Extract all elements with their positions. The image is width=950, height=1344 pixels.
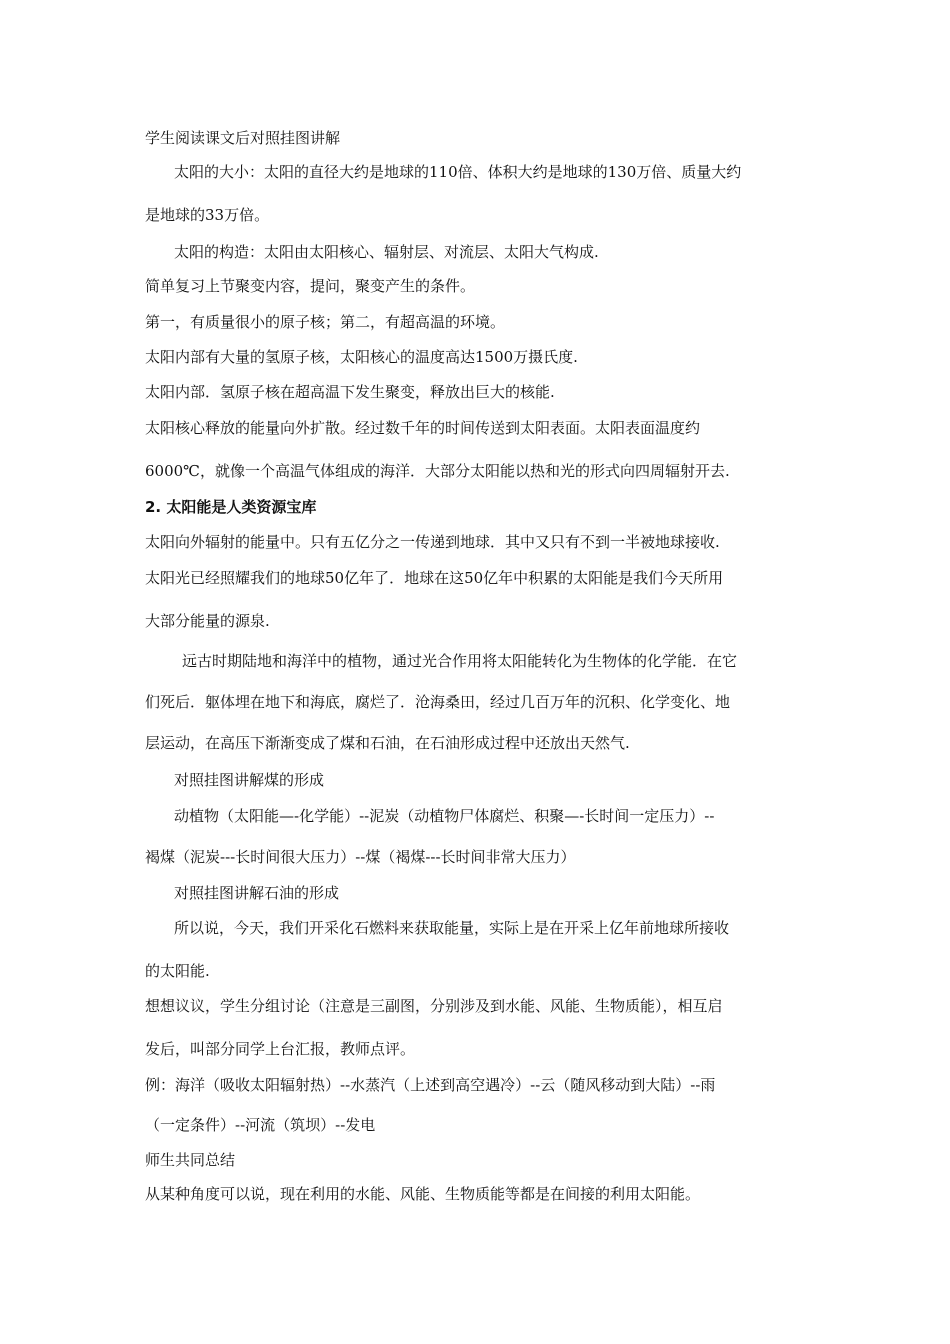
text-line: 师生共同总结 (145, 1151, 236, 1169)
text-line: 对照挂图讲解煤的形成 (174, 771, 325, 789)
text-line: 第一，有质量很小的原子核；第二，有超高温的环境。 (145, 313, 506, 331)
text-line: 所以说，今天，我们开采化石燃料来获取能量，实际上是在开采上亿年前地球所接收 (174, 919, 730, 937)
text-line: 对照挂图讲解石油的形成 (174, 884, 340, 902)
text-line: 太阳光已经照耀我们的地球50亿年了．地球在这50亿年中积累的太阳能是我们今天所用 (145, 569, 724, 587)
text-line: 太阳的构造：太阳由太阳核心、辐射层、对流层、太阳大气构成. (174, 243, 599, 261)
text-line: 从某种角度可以说，现在利用的水能、风能、生物质能等都是在间接的利用太阳能。 (145, 1185, 701, 1203)
text-line: 太阳的大小：太阳的直径大约是地球的110倍、体积大约是地球的130万倍、质量大约 (174, 163, 742, 181)
text-line: 学生阅读课文后对照挂图讲解 (145, 129, 341, 147)
text-line: 想想议议，学生分组讨论（注意是三副图，分别涉及到水能、风能、生物质能），相互启 (145, 997, 723, 1015)
text-line: 例：海洋（吸收太阳辐射热）--水蒸汽（上述到高空遇冷）--云（随风移动到大陆）--雨 (145, 1076, 716, 1094)
text-line: 远古时期陆地和海洋中的植物，通过光合作用将太阳能转化为生物体的化学能．在它 (182, 652, 738, 670)
text-line: 6000℃，就像一个高温气体组成的海洋．大部分太阳能以热和光的形式向四周辐射开去. (145, 462, 730, 480)
text-line: 动植物（太阳能—-化学能）--泥炭（动植物尸体腐烂、积聚—-长时间一定压力）-- (174, 807, 715, 825)
text-line: （一定条件）--河流（筑坝）--发电 (145, 1116, 376, 1134)
text-line: 层运动，在高压下渐渐变成了煤和石油，在石油形成过程中还放出天然气. (145, 734, 630, 752)
text-line: 太阳内部有大量的氢原子核，太阳核心的温度高达1500万摄氏度. (145, 348, 578, 366)
section-heading: 2. 太阳能是人类资源宝库 (145, 498, 317, 516)
text-line: 太阳内部．氢原子核在超高温下发生聚变，释放出巨大的核能. (145, 383, 555, 401)
text-line: 大部分能量的源泉. (145, 612, 270, 630)
text-line: 发后，叫部分同学上台汇报，教师点评。 (145, 1040, 416, 1058)
text-line: 简单复习上节聚变内容，提问，聚变产生的条件。 (145, 277, 476, 295)
text-line: 们死后．躯体埋在地下和海底，腐烂了．沧海桑田，经过几百万年的沉积、化学变化、地 (145, 693, 731, 711)
text-line: 褐煤（泥炭---长时间很大压力）--煤（褐煤---长时间非常大压力） (145, 848, 576, 866)
text-line: 的太阳能. (145, 962, 210, 980)
text-line: 太阳核心释放的能量向外扩散。经过数千年的时间传送到太阳表面。太阳表面温度约 (145, 419, 701, 437)
text-line: 太阳向外辐射的能量中。只有五亿分之一传递到地球．其中又只有不到一半被地球接收. (145, 533, 720, 551)
text-line: 是地球的33万倍。 (145, 206, 270, 224)
